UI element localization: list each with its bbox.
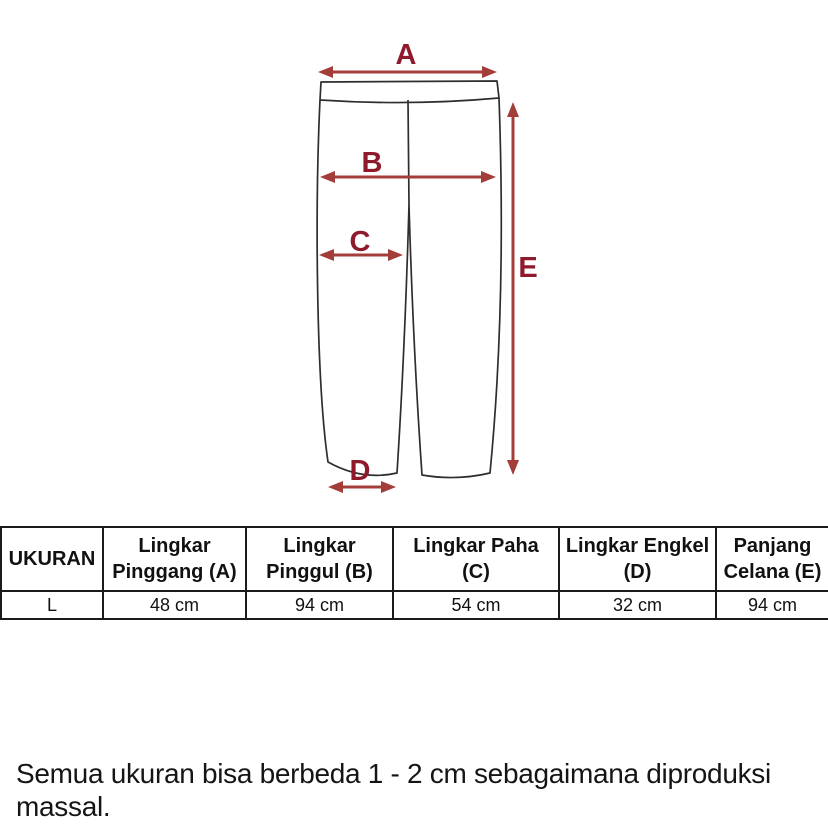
size-table-data-row [1,591,828,619]
center-seam-line [408,100,409,205]
header-text: Lingkar [283,535,356,557]
dimension-label-c: C [349,226,371,258]
size-table-header-row [1,527,828,591]
col-header-lingkar-paha [393,527,559,591]
cell-pinggul: 94 cm [246,591,393,619]
dimension-label-a: A [395,39,417,71]
header-text: UKURAN [8,548,96,570]
dimension-label-d: D [349,455,371,487]
header-text: (D) [623,561,652,583]
pants-body [317,81,501,478]
col-header-lingkar-pinggul [246,527,393,591]
cell-paha: 54 cm [393,591,559,619]
cell-panjang: 94 cm [716,591,828,619]
header-text: Lingkar Paha [413,535,539,557]
header-text: Pinggul (B) [266,561,373,583]
dimension-arrow-e [507,102,519,475]
disclaimer-text: Semua ukuran bisa berbeda 1 - 2 cm sebagaimana diproduksi massal. [16,758,771,822]
header-text: (C) [462,561,490,583]
cell-engkel: 32 cm [559,591,716,619]
col-header-panjang-celana [716,527,828,591]
cell-pinggang: 48 cm [103,591,246,619]
pants-outline [317,81,501,478]
header-text: Celana (E) [723,561,822,583]
col-header-lingkar-pinggang [103,527,246,591]
header-text: Lingkar [138,535,211,557]
dimension-label-e: E [518,252,538,284]
header-text: Lingkar Engkel [565,535,710,557]
waistband-bottom-line [320,98,499,103]
col-header-ukuran [1,527,103,591]
header-text: Pinggang (A) [112,561,237,583]
header-text: Panjang [733,535,812,557]
col-header-lingkar-engkel [559,527,716,591]
dimension-label-b: B [361,147,383,179]
cell-size: L [1,591,103,619]
size-table [0,526,828,620]
